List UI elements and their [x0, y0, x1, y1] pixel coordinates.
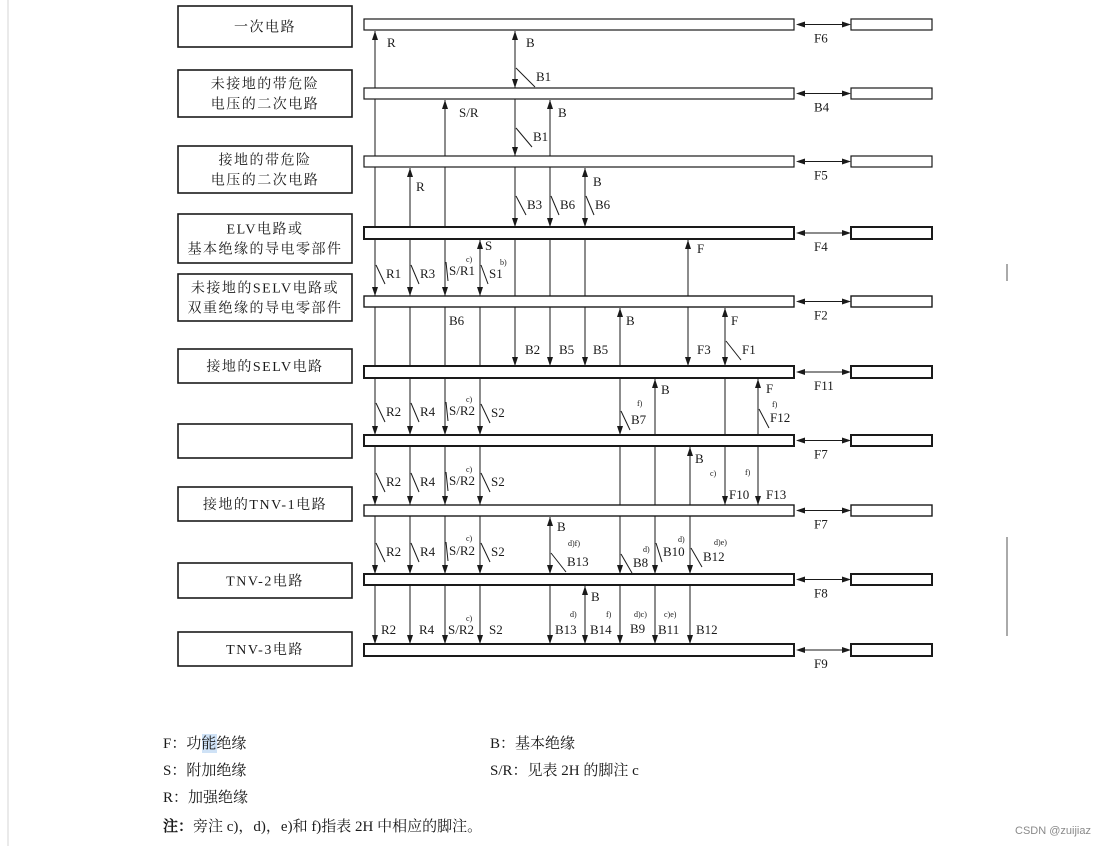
insulation-label: S2: [491, 544, 505, 559]
circuit-name: 未接地的SELV电路或: [190, 281, 340, 297]
circuit-bar: [364, 88, 794, 99]
insulation-label: F: [731, 313, 739, 328]
connected-part-box: [851, 296, 932, 307]
legend-sr-note: S/R：见表 2H 的脚注 c: [490, 763, 639, 779]
footnote-mark: c): [466, 395, 473, 404]
insulation-label: S/R1: [449, 263, 476, 278]
insulation-label: B7: [631, 412, 647, 427]
insulation-label: S2: [491, 405, 505, 420]
insulation-label: B2: [525, 342, 541, 357]
insulation-label: S/R2: [448, 622, 475, 637]
note-prefix: 注：: [163, 819, 194, 835]
insulation-label: S/R: [459, 105, 479, 120]
footnote-mark: b): [500, 258, 507, 267]
insulation-label: S/R2: [449, 403, 476, 418]
insulation-label: R4: [420, 474, 436, 489]
circuit-box: [178, 424, 352, 458]
footnote-mark: c)e): [664, 610, 677, 619]
insulation-label: B14: [590, 622, 612, 637]
connected-part-box: [851, 227, 932, 239]
insulation-label: S2: [489, 622, 503, 637]
insulation-label: B6: [449, 313, 465, 328]
circuit-name: 一次电路: [234, 20, 296, 36]
circuit-name: TNV-3电路: [226, 643, 304, 658]
link-label: F8: [814, 585, 828, 601]
legend-functional: F：功能绝缘: [163, 736, 247, 752]
insulation-label: B: [558, 105, 567, 120]
circuit-name: 接地的TNV-1电路: [202, 498, 328, 513]
note-text: 旁注 c)，d)，e)和 f)指表 2H 中相应的脚注。: [193, 819, 483, 835]
insulation-label: S: [485, 238, 493, 253]
insulation-label: B: [557, 519, 566, 534]
circuit-bar: [364, 19, 794, 30]
insulation-label: B3: [527, 197, 543, 212]
link-label: F7: [814, 446, 828, 462]
footnote-mark: f): [637, 399, 643, 408]
insulation-label: F: [766, 381, 774, 396]
footnote-mark: f): [745, 468, 751, 477]
insulation-label: B6: [595, 197, 611, 212]
legend-reinforced: R：加强绝缘: [163, 790, 249, 806]
insulation-label: B: [593, 174, 602, 189]
circuit-bar: [364, 227, 794, 239]
footnote-mark: d): [570, 610, 577, 619]
connected-part-box: [851, 505, 932, 516]
footnote-mark: c): [466, 255, 473, 264]
connected-part-box: [851, 156, 932, 167]
footnote-mark: d): [643, 545, 650, 554]
footnote-mark: d)e): [714, 538, 727, 547]
circuit-bar: [364, 644, 794, 656]
circuit-bar: [364, 156, 794, 167]
footnote-mark: c): [466, 614, 473, 623]
insulation-label: B: [626, 313, 635, 328]
insulation-label: B: [526, 35, 535, 50]
footnote-mark: f): [606, 610, 612, 619]
insulation-label: F13: [766, 487, 787, 502]
connected-part-box: [851, 366, 932, 378]
insulation-label: R2: [381, 622, 397, 637]
insulation-label: R2: [386, 544, 402, 559]
circuit-bar: [364, 574, 794, 585]
insulation-label: R: [387, 35, 396, 50]
footnote-mark: d): [678, 535, 685, 544]
insulation-label: F3: [697, 342, 711, 357]
circuit-name: 基本绝缘的导电零部件: [187, 242, 343, 258]
insulation-label: B5: [559, 342, 575, 357]
link-label: F5: [814, 167, 828, 183]
circuit-name: ELV电路或: [226, 222, 304, 238]
insulation-label: R4: [419, 622, 435, 637]
insulation-label: R3: [420, 266, 436, 281]
footnote-mark: c): [466, 534, 473, 543]
insulation-label: B13: [567, 554, 589, 569]
insulation-label: B10: [663, 544, 685, 559]
link-label: F7: [814, 516, 828, 532]
insulation-label: B1: [533, 129, 549, 144]
footnote-mark: f): [772, 400, 778, 409]
insulation-label: B8: [633, 555, 649, 570]
link-label: F11: [814, 378, 834, 393]
footnote-mark: c): [466, 465, 473, 474]
link-label: F9: [814, 656, 828, 671]
connected-part-box: [851, 574, 932, 585]
insulation-label: R4: [420, 404, 436, 419]
circuit-name: 接地的带危险: [218, 153, 312, 169]
insulation-label: F10: [729, 487, 750, 502]
footnote-mark: d)c): [634, 610, 647, 619]
insulation-label: R1: [386, 266, 402, 281]
insulation-label: S1: [489, 266, 503, 281]
footnote-mark: d)f): [568, 539, 580, 548]
insulation-label: S2: [491, 474, 505, 489]
circuit-name: 接地的SELV电路: [206, 360, 324, 375]
insulation-label: B: [695, 451, 704, 466]
legend-supplementary: S：附加绝缘: [163, 763, 247, 779]
insulation-label: B12: [696, 622, 718, 637]
circuit-bar: [364, 296, 794, 307]
link-label: F2: [814, 307, 828, 323]
insulation-label: R2: [386, 474, 402, 489]
circuit-name: TNV-2电路: [226, 574, 304, 590]
insulation-label: F12: [770, 410, 791, 425]
insulation-label: B: [591, 589, 600, 604]
insulation-label: B1: [536, 69, 552, 84]
circuit-bar: [364, 505, 794, 516]
insulation-label: B9: [630, 621, 646, 636]
insulation-label: B12: [703, 549, 725, 564]
legend-note: [163, 817, 482, 835]
circuit-bar: [364, 366, 794, 378]
insulation-label: B6: [560, 197, 576, 212]
insulation-label: R2: [386, 404, 402, 419]
insulation-label: S/R2: [449, 473, 476, 488]
insulation-label: B: [661, 382, 670, 397]
link-label: B4: [814, 99, 830, 115]
insulation-label: R: [416, 179, 425, 194]
insulation-label: B11: [658, 622, 680, 637]
link-label: F6: [814, 30, 828, 46]
connected-part-box: [851, 88, 932, 99]
connected-part-box: [851, 644, 932, 656]
circuit-name: 双重绝缘的导电零部件: [187, 301, 343, 317]
link-label: F4: [814, 239, 828, 254]
connected-part-box: [851, 435, 932, 446]
watermark: CSDN @zuijiaz: [1015, 825, 1091, 837]
insulation-label: R4: [420, 544, 436, 559]
footnote-mark: c): [710, 469, 717, 478]
circuit-name: 未接地的带危险: [210, 77, 320, 93]
insulation-label: F: [697, 241, 705, 256]
connected-part-box: [851, 19, 932, 30]
insulation-label: B5: [593, 342, 609, 357]
insulation-label: F1: [742, 342, 756, 357]
circuit-name: 电压的二次电路: [210, 97, 320, 113]
legend-basic: B：基本绝缘: [490, 736, 576, 752]
circuit-name: 电压的二次电路: [210, 173, 320, 189]
circuit-bar: [364, 435, 794, 446]
insulation-label: S/R2: [449, 543, 476, 558]
insulation-label: B13: [555, 622, 577, 637]
